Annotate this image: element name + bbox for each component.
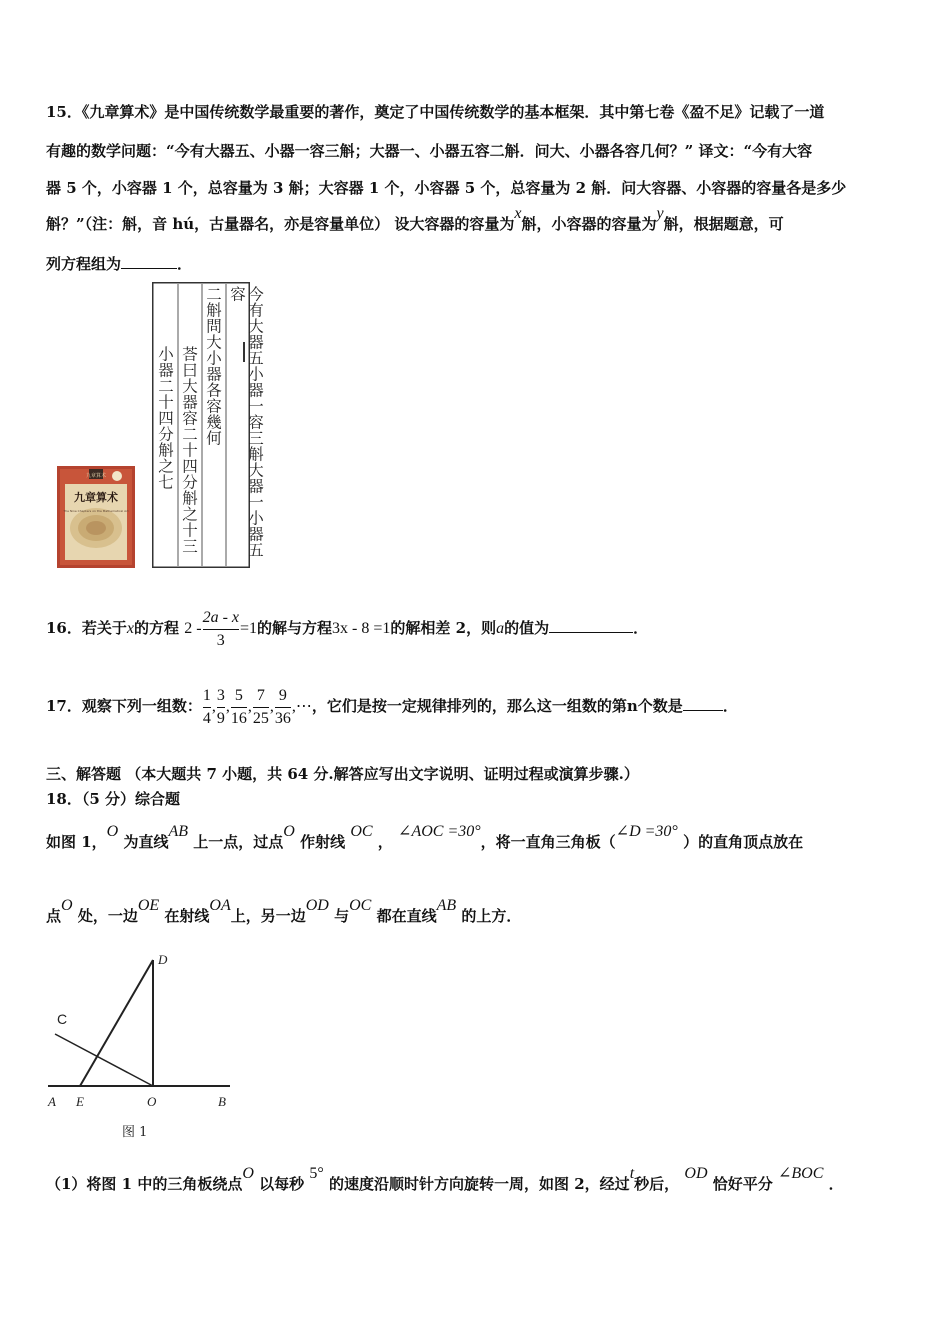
q18-line-ab: AB [168,823,189,840]
q18-ray-oc-2: OC [349,897,372,914]
q18-l2-e: 与 [334,907,350,925]
q16-text4: 的值为 [504,619,550,637]
q17-ellipsis: ⋯ [295,698,312,715]
q17-fraction [217,685,225,730]
q18-part1-b: 以每秒 [259,1175,305,1193]
q18-point-o-2: O [283,823,295,840]
q16-end: ． [633,619,649,637]
q17-fraction [231,685,247,730]
q17-fraction-den: 16 [231,707,247,730]
nine-chapters-scroll [152,282,264,568]
q18-l2-g: 的上方． [461,907,522,925]
q16-prefix: 16．若关于 [46,619,127,637]
q16-fraction [203,607,239,652]
q18-side-oe: OE [137,897,160,914]
label-a: A [48,1094,56,1109]
q16-eq2: 3x - 8 =1 [332,620,391,637]
figure-caption: 图 1 [122,1125,148,1140]
book-cover-image [57,466,135,568]
q16-text1: 的方程 [133,619,179,637]
q15-line4 [46,205,784,235]
q18-point-o-4: O [242,1165,254,1182]
q18-l1-a: 如图 1， [46,833,107,851]
ray-oc [55,1034,153,1086]
q17-fraction-num: 7 [256,686,265,704]
q18-l1-c: 上一点，过点 [193,833,284,851]
q18-part1 [46,1165,844,1195]
q17-fraction-den: 36 [275,707,291,730]
q17-end: ． [722,697,738,715]
var-x: x [514,205,522,222]
q18-side-od-2: OD [684,1165,708,1182]
q18-point-o-3: O [61,897,73,914]
q18-l1-f: ）的直角顶点放在 [683,833,804,851]
q18-line-ab-2: AB [436,897,457,914]
q17-fraction [275,685,291,730]
q18-l1-e: ，将一直角三角板（ [480,833,616,851]
q18-deg5: 5° [309,1165,324,1182]
q15-line3: 器 5 个，小容器 1 个，总容量为 3 斛；大容器 1 个，小容器 5 个，总容量为 2 斛．问大容器、小容器的容量各是多少 [46,179,847,197]
scroll-column-4: 小器二十四分斛之七 [156,346,174,490]
q16-frac-num: 2a - x [202,608,239,626]
q17-prefix: 17．观察下列一组数： [46,697,202,715]
section3-title: 三、解答题 （本大题共 7 小题，共 64 分.解答应写出文字说明、证明过程或演算步骤.） [46,765,639,783]
q18-ray-oa: OA [209,897,231,914]
q17-fraction-num: 3 [216,686,225,704]
label-d: D [158,952,168,967]
book-subtitle: The Nine Chapters on the Mathematical Art [63,509,129,513]
q16-line [46,596,648,660]
q17-fraction-den: 9 [217,707,225,730]
q18-l2-c: 在射线 [164,907,210,925]
q18-l2-f: 都在直线 [376,907,437,925]
q18-l2-a: 点 [46,907,62,925]
var-y: y [656,205,664,222]
scroll-column-3: 荅曰大器容二十四分斛之十三 [180,346,198,554]
q17-answer-blank[interactable] [683,694,723,711]
q16-eq-left: 2 - [184,620,202,637]
q15-line4-c: 斛，根据题意，可 [663,215,784,233]
q18-comma: ， [377,833,393,851]
book-top-text: 九章算术 [85,473,107,479]
label-e: E [76,1094,84,1109]
q18-angle-boc: ∠BOC [777,1165,824,1182]
q18-part1-e: 恰好平分 [712,1175,773,1193]
q17-comma: , [211,698,216,715]
q18-var-t: t [629,1165,635,1182]
q16-answer-blank[interactable] [549,616,633,633]
label-o: O [147,1094,157,1109]
q18-part1-end: ． [828,1175,844,1193]
scroll-column-1: 今有大器五小器一容三斛大器一小器五容 [228,286,264,558]
q17-text: ，它们是按一定规律排列的，那么这一组数的第 [311,697,627,715]
q18-line2 [46,897,522,927]
q18-l1-d: 作射线 [300,833,346,851]
q16-text2: 的解与方程 [257,619,333,637]
q16-frac-den: 3 [203,629,239,652]
q18-ray-oc: OC [350,823,373,840]
q17-comma: , [269,698,274,715]
q18-part1-a: （1）将图 1 中的三角板绕点 [46,1175,243,1193]
q17-comma: , [225,698,230,715]
q15-answer-blank[interactable] [121,252,177,269]
scroll-column-2: 二斛問大小器各容幾何 [204,286,222,446]
q15-line5-text: 列方程组为 [46,255,122,273]
q17-comma: , [247,698,252,715]
q17-fraction [253,685,269,730]
q17-fraction-den: 25 [253,707,269,730]
q15-line2: 有趣的数学问题：“今有大器五、小器一容三斛；大器一、小器五容二斛．问大、小器各容几何？” 译文：“今有大容 [46,142,813,160]
q17-comma: , [291,698,296,715]
q18-l2-b: 处，一边 [77,907,138,925]
q16-eq-right: =1 [240,620,258,637]
label-b: B [218,1094,226,1109]
q15-line4-b: 斛，小容器的容量为 [521,215,657,233]
q17-fraction-num: 9 [278,686,287,704]
book-title: 九章算术 [74,491,118,504]
q17-var-n: n [626,697,638,715]
q18-header: 18．（5 分）综合题 [46,790,181,808]
q17-fraction-num: 1 [202,686,211,704]
q18-part1-d: 秒后， [634,1175,680,1193]
q15-line4-a: 斛？”（注：斛，音 hú，古量器名，亦是容量单位） 设大容器的容量为 [46,215,515,233]
q16-var-x: x [126,620,134,637]
q18-l1-b: 为直线 [123,833,169,851]
q18-l2-d: 上，另一边 [230,907,306,925]
q17-fraction-list [202,686,296,727]
q15-line1: 15．《九章算术》是中国传统数学最重要的著作，奠定了中国传统数学的基本框架．其中第七卷《盈不足》记载了一道 [46,103,825,121]
q17-line [46,676,738,736]
q17-fraction [203,685,211,730]
q17-fraction-num: 5 [234,686,243,704]
q16-text3: 的解相差 2，则 [390,619,497,637]
q16-var-a: a [496,620,505,637]
q18-point-o: O [106,823,119,840]
q18-line1 [46,823,804,853]
q18-angle-aoc: ∠AOC =30° [398,823,481,840]
q18-part1-c: 的速度沿顺时针方向旋转一周，如图 2，经过 [329,1175,630,1193]
figure-1 [40,948,240,1144]
q17-text2: 个数是 [637,697,683,715]
q18-angle-d: ∠D =30° [615,823,678,840]
label-c: C [57,1011,68,1027]
q15-line5-end: ． [177,255,193,273]
q18-side-od: OD [305,897,329,914]
q15-line5 [46,252,192,274]
q17-fraction-den: 4 [203,707,211,730]
